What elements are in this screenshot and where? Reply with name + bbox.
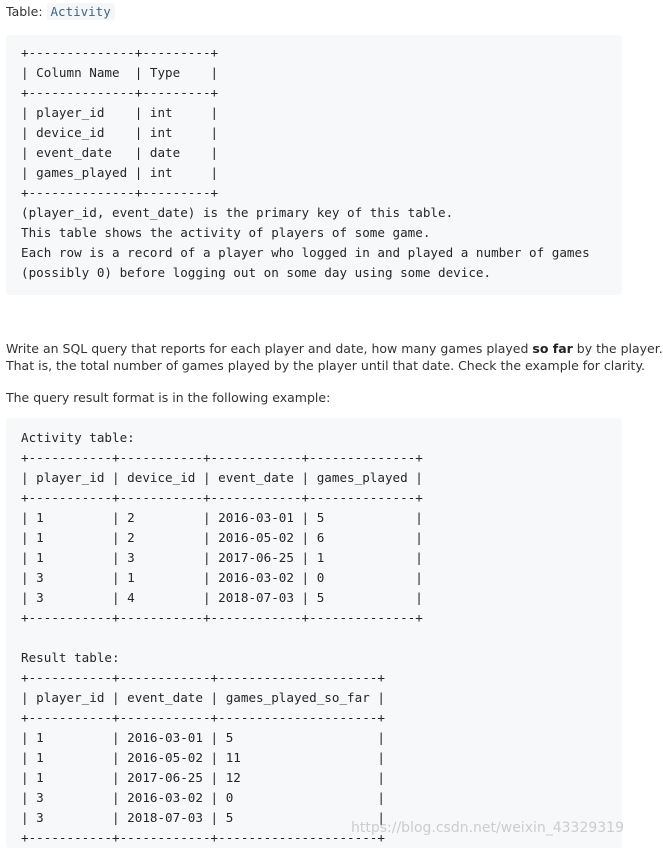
table-caption [6,3,115,21]
example-code-block [6,418,622,848]
schema-line: Each row is a record of a player who logged in and played a number of games [21,245,590,260]
example-line: | player_id | device_id | event_date | games_played | [21,470,423,485]
schema-line: | games_played | int | [21,165,219,180]
example-line: | 3 | 2018-07-03 | 5 | [21,810,385,825]
schema-line: | event_date | date | [21,145,219,160]
example-line: +-----------+------------+---------------------+ [21,710,385,725]
example-line: +-----------+-----------+------------+--------------+ [21,490,423,505]
example-line: | 1 | 3 | 2017-06-25 | 1 | [21,550,423,565]
example-line: | 1 | 2016-03-01 | 5 | [21,730,385,745]
example-line: | 1 | 2017-06-25 | 12 | [21,770,385,785]
schema-line: | Column Name | Type | [21,65,219,80]
table-name-code: Activity [47,3,115,20]
description-line-1 [6,340,663,358]
example-code-text [21,428,423,848]
example-line: +-----------+------------+---------------------+ [21,830,385,845]
example-line: +-----------+------------+---------------------+ [21,670,385,685]
description-text-end: by the player. [572,341,663,356]
schema-line: (player_id, event_date) is the primary key of this table. [21,205,454,220]
so-far-emphasis: so far [532,341,573,356]
example-line: Activity table: [21,430,135,445]
example-line: +-----------+-----------+------------+--------------+ [21,610,423,625]
table-label: Table: [6,4,43,19]
schema-line: +--------------+---------+ [21,45,219,60]
schema-line: | device_id | int | [21,125,219,140]
example-line: | 3 | 4 | 2018-07-03 | 5 | [21,590,423,605]
example-line: | 3 | 2016-03-02 | 0 | [21,790,385,805]
example-line: +-----------+-----------+------------+--------------+ [21,450,423,465]
schema-code-block [6,35,622,295]
example-line: | 1 | 2016-05-02 | 11 | [21,750,385,765]
description-line-3: The query result format is in the following example: [6,390,331,405]
example-line: | player_id | event_date | games_played_so_far | [21,690,385,705]
schema-line: | player_id | int | [21,105,219,120]
schema-line: This table shows the activity of players of some game. [21,225,431,240]
description-text: Write an SQL query that reports for each player and date, how many games played [6,341,533,356]
schema-line: +--------------+---------+ [21,185,219,200]
example-line: Result table: [21,650,120,665]
schema-line: (possibly 0) before logging out on some day using some device. [21,265,492,280]
watermark-text: https://blog.csdn.net/weixin_43329319 [350,820,624,836]
description-line-2: That is, the total number of games played by the player until that date. Check the example for clarity. [6,358,646,373]
schema-code-text [21,43,590,283]
example-line [21,628,423,648]
example-line: | 1 | 2 | 2016-03-01 | 5 | [21,510,423,525]
schema-line: +--------------+---------+ [21,85,219,100]
example-line: | 1 | 2 | 2016-05-02 | 6 | [21,530,423,545]
example-line: | 3 | 1 | 2016-03-02 | 0 | [21,570,423,585]
